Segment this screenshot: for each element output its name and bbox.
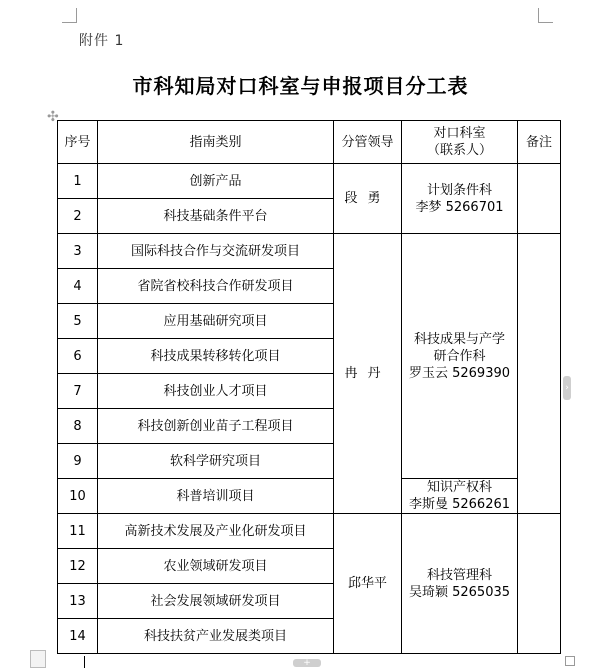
assignment-table [57, 120, 561, 654]
side-expand-icon[interactable]: › [563, 376, 571, 400]
row-category: 科技创新创业苗子工程项目 [98, 409, 334, 444]
table-row [58, 479, 561, 514]
header-leader: 分管领导 [334, 121, 402, 164]
row-category: 国际科技合作与交流研发项目 [98, 234, 334, 269]
row-seq: 11 [58, 514, 98, 549]
row-seq: 9 [58, 444, 98, 479]
header-department-line1: 对口科室 [433, 126, 486, 141]
department-name: 科技管理科 [426, 567, 492, 583]
row-seq: 3 [58, 234, 98, 269]
department-name-line2: 研合作科 [433, 348, 486, 364]
row-category: 科技基础条件平台 [98, 199, 334, 234]
leader-cell: 段勇 [334, 164, 402, 234]
add-row-icon[interactable]: + [293, 659, 321, 667]
row-category: 社会发展领域研发项目 [98, 584, 334, 619]
department-contact: 李梦 5266701 [415, 199, 504, 215]
row-category: 应用基础研究项目 [98, 304, 334, 339]
row-category: 科普培训项目 [98, 479, 334, 514]
row-seq: 8 [58, 409, 98, 444]
table-row [58, 234, 561, 269]
row-category: 科技创业人才项目 [98, 374, 334, 409]
table-move-handle-icon[interactable]: ✣ [47, 109, 59, 125]
department-name: 计划条件科 [426, 182, 492, 198]
department-cell [402, 514, 518, 654]
page-icon [30, 650, 46, 668]
department-name: 知识产权科 [426, 480, 492, 495]
text-cursor [84, 656, 85, 668]
row-category: 省院省校科技合作研发项目 [98, 269, 334, 304]
header-department-line2: （联系人） [426, 143, 492, 158]
document-title: 市科知局对口科室与申报项目分工表 [132, 74, 469, 98]
leader-cell: 冉丹 [334, 234, 402, 514]
header-department [402, 121, 518, 164]
department-cell [402, 234, 518, 479]
row-category: 创新产品 [98, 164, 334, 199]
header-seq: 序号 [58, 121, 98, 164]
row-seq: 13 [58, 584, 98, 619]
page-corner-top-right [538, 8, 553, 23]
row-category: 科技成果转移转化项目 [98, 339, 334, 374]
table-resize-handle-icon[interactable] [565, 656, 575, 666]
row-seq: 7 [58, 374, 98, 409]
row-category: 农业领域研发项目 [98, 549, 334, 584]
header-category: 指南类别 [98, 121, 334, 164]
remarks-cell [518, 234, 561, 514]
header-remarks: 备注 [518, 121, 561, 164]
page-corner-top-left [62, 8, 77, 23]
department-cell [402, 164, 518, 234]
row-seq: 5 [58, 304, 98, 339]
department-contact: 吴琦颖 5265035 [408, 584, 511, 600]
row-category: 科技扶贫产业发展类项目 [98, 619, 334, 654]
remarks-cell [518, 514, 561, 654]
table-header-row [58, 121, 561, 164]
leader-cell: 邱华平 [334, 514, 402, 654]
row-seq: 10 [58, 479, 98, 514]
row-seq: 6 [58, 339, 98, 374]
row-seq: 14 [58, 619, 98, 654]
row-category: 高新技术发展及产业化研发项目 [98, 514, 334, 549]
row-seq: 2 [58, 199, 98, 234]
table-row [58, 164, 561, 199]
attachment-label: 附件 1 [79, 33, 125, 49]
remarks-cell [518, 164, 561, 234]
row-seq: 1 [58, 164, 98, 199]
row-category: 软科学研究项目 [98, 444, 334, 479]
row-seq: 12 [58, 549, 98, 584]
department-contact: 李斯曼 5266261 [408, 497, 511, 512]
department-cell [402, 479, 518, 514]
table-row [58, 514, 561, 549]
department-name-line1: 科技成果与产学 [413, 331, 505, 347]
row-seq: 4 [58, 269, 98, 304]
department-contact: 罗玉云 5269390 [408, 365, 511, 381]
